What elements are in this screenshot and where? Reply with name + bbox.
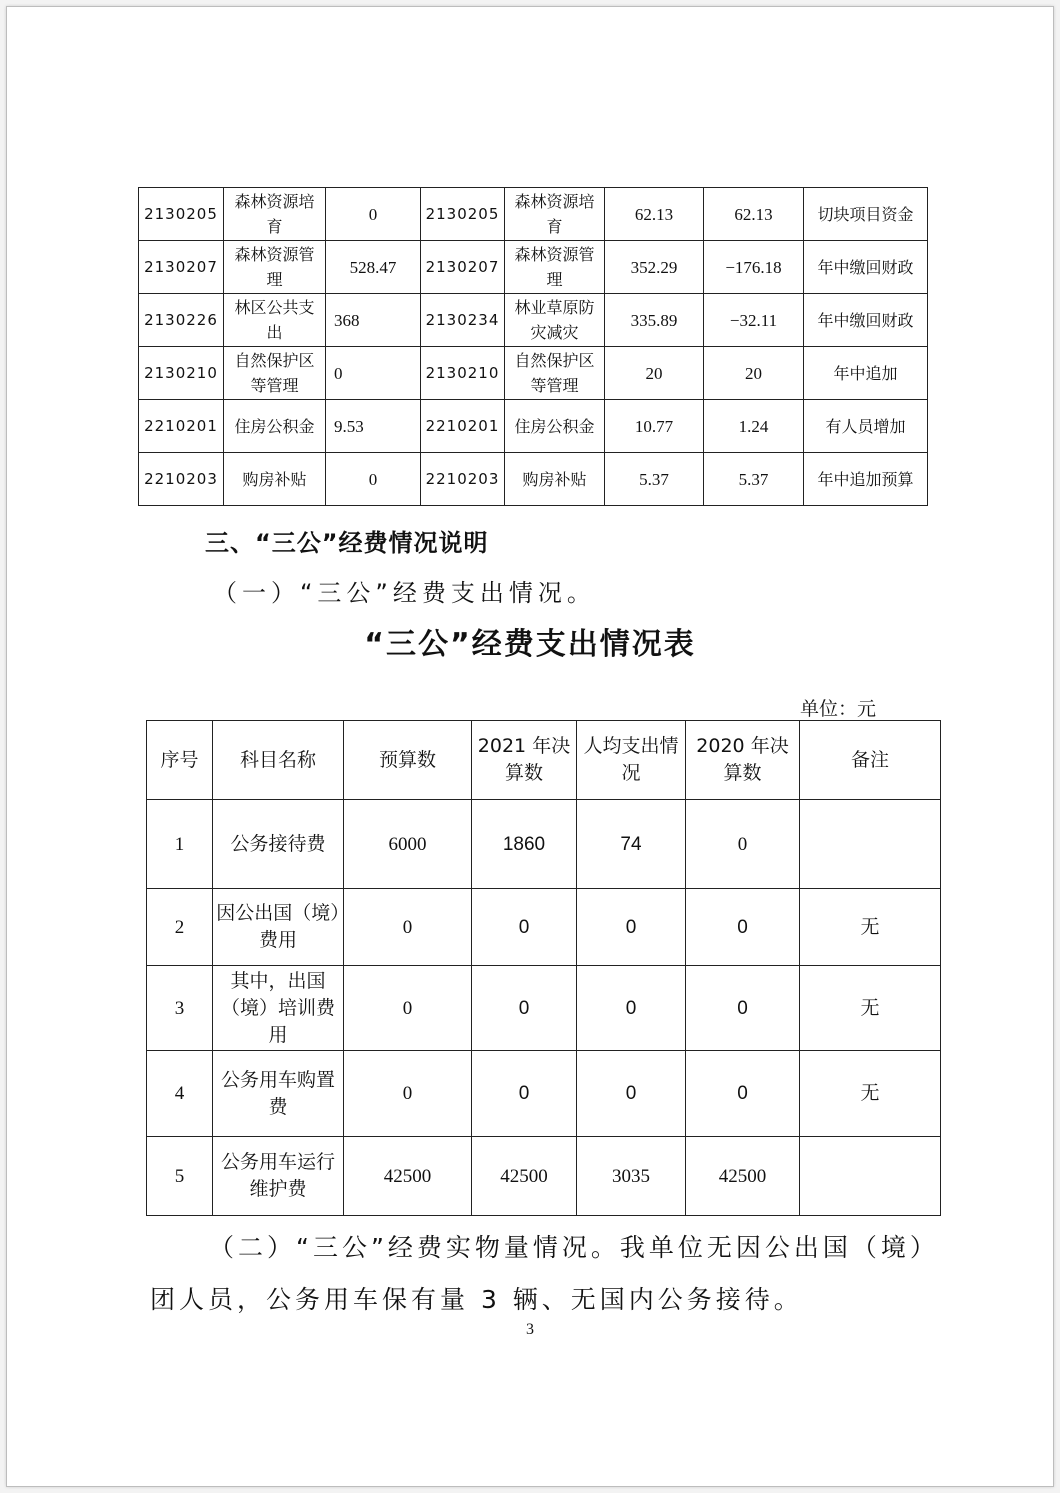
row-number-cell: 1 [147,800,213,889]
per-capita-cell: 3035 [577,1137,686,1216]
code-cell: 2130207 [139,241,224,294]
value-cell: 335.89 [605,294,704,347]
value-cell: 0 [326,347,421,400]
code-cell: 2130234 [421,294,505,347]
final-2021-cell: 0 [472,889,577,966]
code-cell: 2130210 [139,347,224,400]
item-name-cell: 自然保护区等管理 [224,347,326,400]
table-row [139,188,928,241]
note-cell: 切块项目资金 [804,188,928,241]
item-name-cell: 林区公共支出 [224,294,326,347]
note-cell: 无 [800,889,941,966]
document-page [6,6,1054,1487]
value-cell: 352.29 [605,241,704,294]
code-cell: 2210201 [421,400,505,453]
per-capita-cell: 0 [577,966,686,1051]
final-2021-cell: 1860 [472,800,577,889]
item-name-cell: 住房公积金 [224,400,326,453]
final-2021-cell: 42500 [472,1137,577,1216]
paragraph-line-1: （二）“三公”经费实物量情况。我单位无因公出国（境） [209,1233,939,1262]
table-row [139,347,928,400]
header-cell: 序号 [147,721,213,800]
value-cell: 5.37 [605,453,704,506]
table-row [139,294,928,347]
sub-heading: （一）“三公”经费支出情况。 [213,579,596,607]
note-cell: 年中缴回财政 [804,294,928,347]
row-number-cell: 2 [147,889,213,966]
item-name-cell: 公务接待费 [213,800,344,889]
item-name-cell: 森林资源培育 [505,188,605,241]
table-row [147,889,941,966]
section-heading: 三、“三公”经费情况说明 [205,529,489,557]
table-row [139,241,928,294]
final-2020-cell: 0 [686,1051,800,1137]
table-row [147,1137,941,1216]
header-cell: 人均支出情况 [577,721,686,800]
item-name-cell: 森林资源管理 [505,241,605,294]
header-cell: 科目名称 [213,721,344,800]
item-name-cell: 公务用车购置费 [213,1051,344,1137]
per-capita-cell: 74 [577,800,686,889]
table-row [147,800,941,889]
code-cell: 2130205 [139,188,224,241]
note-cell: 有人员增加 [804,400,928,453]
difference-cell: −32.11 [704,294,804,347]
row-number-cell: 3 [147,966,213,1051]
item-name-cell: 其中，出国（境）培训费用 [213,966,344,1051]
header-cell: 2020 年决算数 [686,721,800,800]
unit-label: 单位：元 [800,698,877,720]
sangong-expense-table [146,720,941,1216]
paragraph-line-2: 团人员，公务用车保有量 3 辆、无国内公务接待。 [150,1285,803,1314]
item-name-cell: 森林资源培育 [224,188,326,241]
header-cell: 备注 [800,721,941,800]
value-cell: 528.47 [326,241,421,294]
item-name-cell: 因公出国（境）费用 [213,889,344,966]
budget-cell: 0 [344,966,472,1051]
note-cell: 年中追加 [804,347,928,400]
item-name-cell: 住房公积金 [505,400,605,453]
item-name-cell: 购房补贴 [224,453,326,506]
page-number: 3 [526,1321,534,1338]
final-2021-cell: 0 [472,966,577,1051]
per-capita-cell: 0 [577,889,686,966]
difference-cell: −176.18 [704,241,804,294]
budget-cell: 6000 [344,800,472,889]
item-name-cell: 自然保护区等管理 [505,347,605,400]
table-row [147,1051,941,1137]
header-cell: 预算数 [344,721,472,800]
code-cell: 2130210 [421,347,505,400]
budget-detail-table [138,187,928,506]
code-cell: 2130205 [421,188,505,241]
table-row [139,400,928,453]
difference-cell: 20 [704,347,804,400]
table-row [147,966,941,1051]
note-cell: 年中缴回财政 [804,241,928,294]
value-cell: 10.77 [605,400,704,453]
item-name-cell: 公务用车运行维护费 [213,1137,344,1216]
difference-cell: 62.13 [704,188,804,241]
value-cell: 368 [326,294,421,347]
value-cell: 62.13 [605,188,704,241]
final-2021-cell: 0 [472,1051,577,1137]
note-cell [800,800,941,889]
item-name-cell: 林业草原防灾减灾 [505,294,605,347]
note-cell: 无 [800,966,941,1051]
value-cell: 20 [605,347,704,400]
budget-cell: 0 [344,1051,472,1137]
budget-cell: 42500 [344,1137,472,1216]
code-cell: 2210203 [139,453,224,506]
value-cell: 0 [326,188,421,241]
per-capita-cell: 0 [577,1051,686,1137]
code-cell: 2210203 [421,453,505,506]
difference-cell: 1.24 [704,400,804,453]
table-title: “三公”经费支出情况表 [364,627,696,662]
final-2020-cell: 42500 [686,1137,800,1216]
value-cell: 9.53 [326,400,421,453]
item-name-cell: 森林资源管理 [224,241,326,294]
table-row [139,453,928,506]
row-number-cell: 5 [147,1137,213,1216]
final-2020-cell: 0 [686,966,800,1051]
note-cell [800,1137,941,1216]
budget-cell: 0 [344,889,472,966]
difference-cell: 5.37 [704,453,804,506]
note-cell: 无 [800,1051,941,1137]
value-cell: 0 [326,453,421,506]
code-cell: 2130226 [139,294,224,347]
final-2020-cell: 0 [686,800,800,889]
code-cell: 2210201 [139,400,224,453]
header-cell: 2021 年决算数 [472,721,577,800]
note-cell: 年中追加预算 [804,453,928,506]
row-number-cell: 4 [147,1051,213,1137]
table-header-row [147,721,941,800]
item-name-cell: 购房补贴 [505,453,605,506]
code-cell: 2130207 [421,241,505,294]
final-2020-cell: 0 [686,889,800,966]
